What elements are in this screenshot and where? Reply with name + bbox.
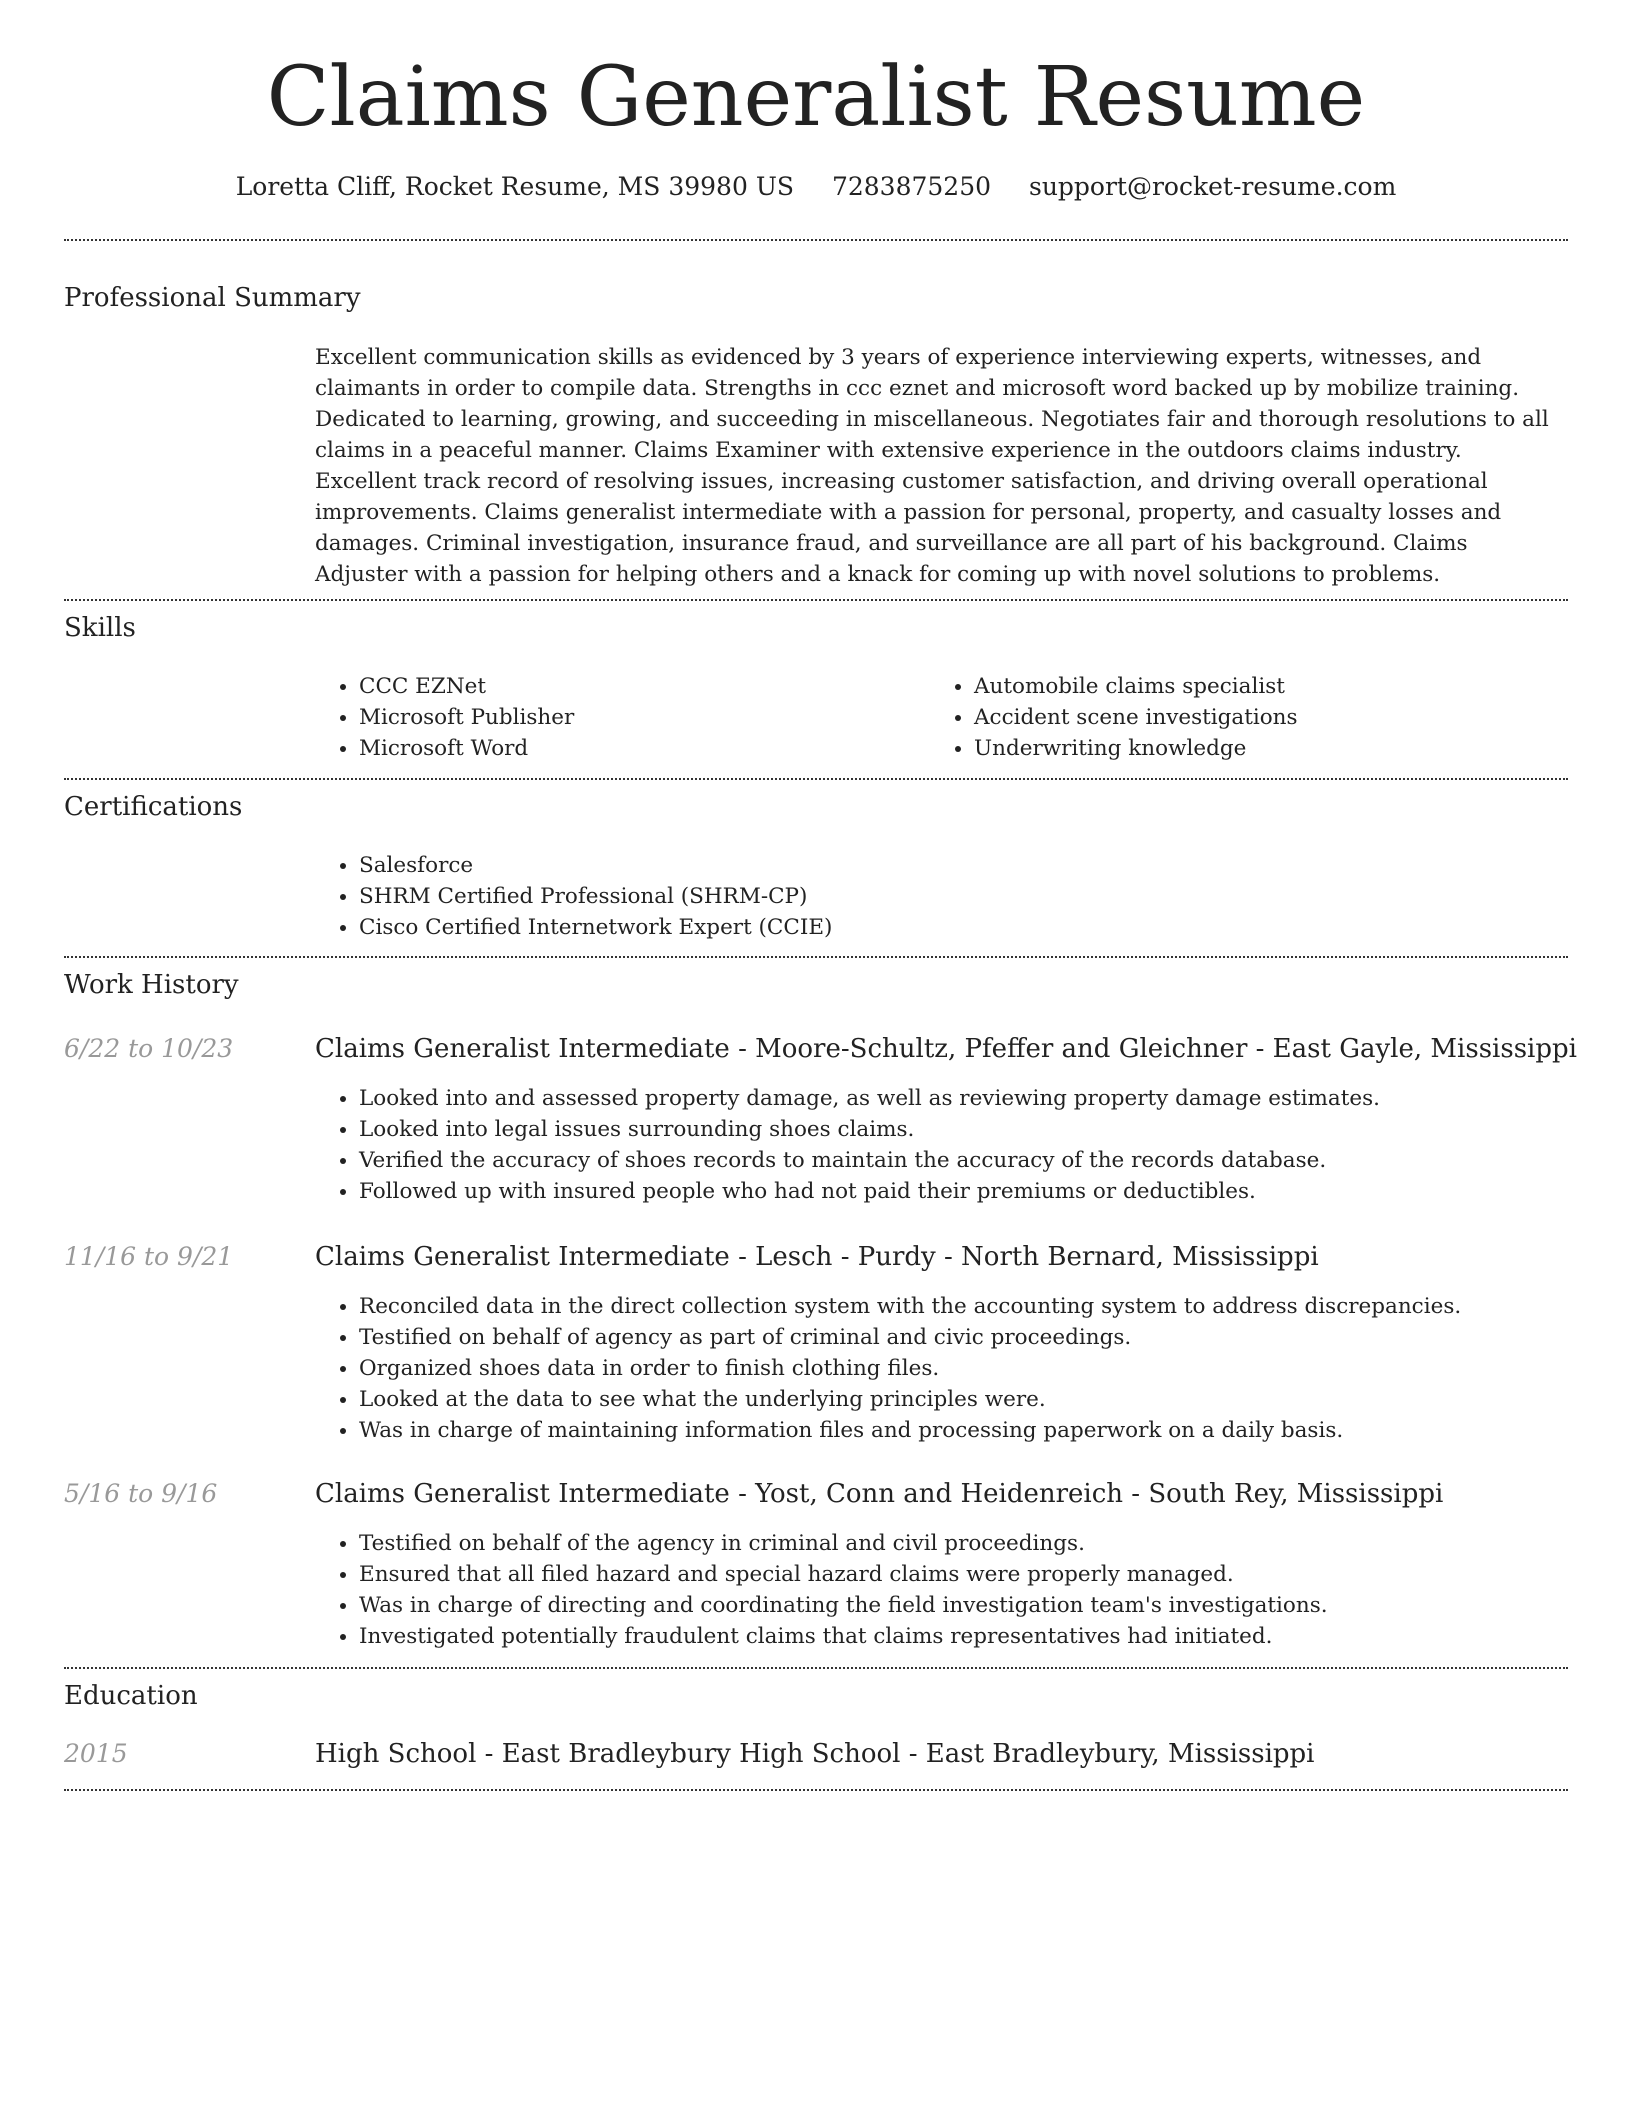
certification-item: • Salesforce bbox=[359, 850, 1559, 881]
skill-item: • Underwriting knowledge bbox=[974, 733, 1594, 764]
section-divider bbox=[64, 1789, 1568, 1791]
job-dates: 6/22 to 10/23 bbox=[64, 1034, 234, 1063]
certification-item: • Cisco Certified Internetwork Expert (CCIE) bbox=[359, 912, 1559, 943]
skill-item: • Accident scene investigations bbox=[974, 702, 1594, 733]
job-title: Claims Generalist Intermediate - Yost, Conn and Heidenreich - South Rey, Mississippi bbox=[315, 1479, 1444, 1509]
summary-heading: Professional Summary bbox=[64, 283, 361, 313]
job-bullet: • Reconciled data in the direct collection system with the accounting system to address discrepancies. bbox=[359, 1291, 1609, 1322]
resume-title: Claims Generalist Resume bbox=[266, 50, 1366, 145]
job-bullets bbox=[315, 1528, 1609, 1652]
section-divider bbox=[64, 599, 1568, 601]
work-history-heading: Work History bbox=[64, 970, 239, 1000]
job-title: Claims Generalist Intermediate - Moore-Schultz, Pfeffer and Gleichner - East Gayle, Mississippi bbox=[315, 1034, 1577, 1064]
job-bullet: • Looked at the data to see what the underlying principles were. bbox=[359, 1384, 1609, 1415]
job-bullet: • Was in charge of directing and coordinating the field investigation team's investigations. bbox=[359, 1590, 1609, 1621]
job-bullets bbox=[315, 1291, 1609, 1446]
certifications-list bbox=[315, 850, 1559, 943]
job-bullet: • Ensured that all filed hazard and special hazard claims were properly managed. bbox=[359, 1559, 1609, 1590]
certification-item: • SHRM Certified Professional (SHRM-CP) bbox=[359, 881, 1559, 912]
job-bullets bbox=[315, 1083, 1609, 1207]
skills-list-left bbox=[315, 671, 919, 764]
section-divider bbox=[64, 1667, 1568, 1669]
education-year: 2015 bbox=[64, 1739, 128, 1768]
contact-phone: 7283875250 bbox=[831, 172, 992, 201]
job-bullet: • Testified on behalf of agency as part of criminal and civic proceedings. bbox=[359, 1322, 1609, 1353]
skill-item: • CCC EZNet bbox=[359, 671, 919, 702]
certifications-heading: Certifications bbox=[64, 792, 243, 822]
skill-item: • Microsoft Publisher bbox=[359, 702, 919, 733]
summary-text: Excellent communication skills as evidenced by 3 years of experience interviewing experts, witnesses, and claimants in order to compile data. Strengths in ccc eznet and microsoft word backed up by mobilize training. Dedicated to learning, growing, and succeeding in miscellaneous. Negotiates fair and thorough resolutions to all claims in a peaceful manner. Claims Examiner with extensive experience in the outdoors claims industry. Excellent track record of resolving issues, increasing customer satisfaction, and driving overall operational improvements. Claims generalist intermediate with a passion for personal, property, and casualty losses and damages. Criminal investigation, insurance fraud, and surveillance are all part of his background. Claims Adjuster with a passion for helping others and a knack for coming up with novel solutions to problems. bbox=[315, 345, 1549, 587]
job-bullet: • Investigated potentially fraudulent claims that claims representatives had initiated. bbox=[359, 1621, 1609, 1652]
contact-line bbox=[0, 170, 1632, 204]
skills-heading: Skills bbox=[64, 613, 136, 643]
job-dates: 5/16 to 9/16 bbox=[64, 1479, 218, 1508]
section-divider bbox=[64, 239, 1568, 241]
skill-item: • Microsoft Word bbox=[359, 733, 919, 764]
job-bullet: • Followed up with insured people who had not paid their premiums or deductibles. bbox=[359, 1176, 1609, 1207]
job-bullet: • Was in charge of maintaining information files and processing paperwork on a daily basis. bbox=[359, 1415, 1609, 1446]
section-divider bbox=[64, 778, 1568, 780]
education-heading: Education bbox=[64, 1681, 198, 1711]
job-dates: 11/16 to 9/21 bbox=[64, 1242, 234, 1271]
job-bullet: • Verified the accuracy of shoes records to maintain the accuracy of the records database. bbox=[359, 1145, 1609, 1176]
skills-list-right bbox=[930, 671, 1594, 764]
contact-email: support@rocket-resume.com bbox=[1028, 172, 1397, 201]
education-entry: High School - East Bradleybury High School - East Bradleybury, Mississippi bbox=[315, 1739, 1315, 1769]
job-bullet: • Organized shoes data in order to finish clothing files. bbox=[359, 1353, 1609, 1384]
job-bullet: • Looked into legal issues surrounding shoes claims. bbox=[359, 1114, 1609, 1145]
contact-address: Loretta Cliff, Rocket Resume, MS 39980 US bbox=[235, 172, 795, 201]
job-title: Claims Generalist Intermediate - Lesch - Purdy - North Bernard, Mississippi bbox=[315, 1242, 1319, 1272]
section-divider bbox=[64, 956, 1568, 958]
job-bullet: • Testified on behalf of the agency in criminal and civil proceedings. bbox=[359, 1528, 1609, 1559]
skill-item: • Automobile claims specialist bbox=[974, 671, 1594, 702]
job-bullet: • Looked into and assessed property damage, as well as reviewing property damage estimates. bbox=[359, 1083, 1609, 1114]
